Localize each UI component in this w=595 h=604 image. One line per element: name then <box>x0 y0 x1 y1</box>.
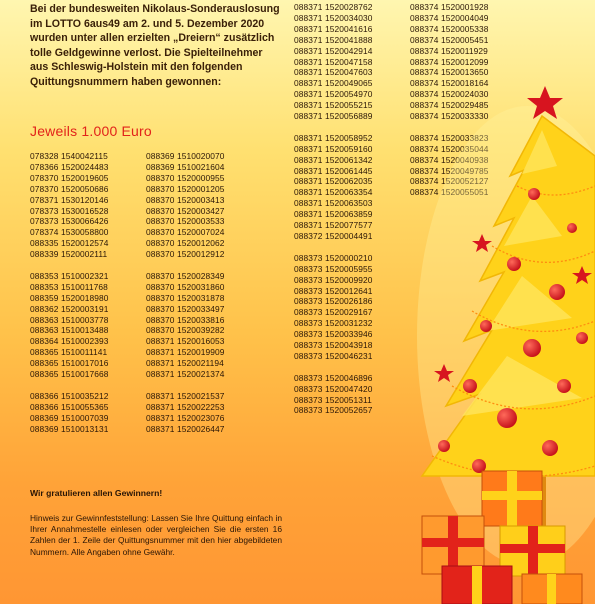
receipt-number: 088369 1510013131 <box>30 423 109 434</box>
receipt-number: 088335 1520012574 <box>30 238 109 249</box>
number-group <box>146 151 266 260</box>
receipt-number: 088374 1520024030 <box>410 89 489 100</box>
ornament-ball <box>557 379 571 393</box>
receipt-number: 088371 1520063503 <box>294 198 373 209</box>
receipt-number: 088371 1520063859 <box>294 209 373 220</box>
receipt-number: 088374 1520040938 <box>410 154 489 165</box>
ornament-ball <box>438 440 450 452</box>
receipt-number: 088374 1520029485 <box>410 100 489 111</box>
receipt-number: 088371 1520016053 <box>146 336 225 347</box>
receipt-number: 088371 1520061342 <box>294 154 373 165</box>
ornament-ball <box>480 320 492 332</box>
receipt-number: 088373 1520051311 <box>294 394 372 405</box>
receipt-number: 088374 1520035044 <box>410 143 489 154</box>
receipt-number: 088371 1520059160 <box>294 143 373 154</box>
number-group <box>146 271 266 380</box>
receipt-number: 088370 1520001205 <box>146 183 225 194</box>
receipt-number: 088374 1520005338 <box>410 23 489 34</box>
receipt-number: 088374 1520033823 <box>410 132 489 143</box>
ornament-ball <box>528 188 540 200</box>
receipt-number: 088362 1520003191 <box>30 303 109 314</box>
receipt-number: 088370 1520028349 <box>146 270 225 281</box>
ornament-ball <box>523 339 541 357</box>
number-group <box>30 151 150 260</box>
receipt-number: 088374 1520052127 <box>410 176 489 187</box>
ornament-ball <box>576 332 588 344</box>
receipt-number: 088374 1520013650 <box>410 67 489 78</box>
receipt-number: 088371 1520028762 <box>294 2 373 12</box>
receipt-number: 088366 1510055365 <box>30 401 109 412</box>
receipt-number: 088371 1520041616 <box>294 23 373 34</box>
receipt-number: 078370 1520019605 <box>30 172 109 183</box>
receipt-number: 088371 1520056889 <box>294 111 373 122</box>
receipt-number: 088374 1520012099 <box>410 56 489 67</box>
ornament-ball <box>549 284 565 300</box>
receipt-number: 088371 1520058952 <box>294 132 373 143</box>
receipt-number: 088370 1520007024 <box>146 227 225 238</box>
receipt-number: 088373 1520031232 <box>294 318 373 329</box>
receipt-number: 078328 1540042115 <box>30 151 108 161</box>
numbers-column-1 <box>30 151 150 435</box>
number-group <box>30 271 150 380</box>
receipt-number: 088369 1510007039 <box>30 412 109 423</box>
ornament-ball <box>463 379 477 393</box>
receipt-number: 088359 1520018980 <box>30 292 109 303</box>
receipt-number: 088373 1520026186 <box>294 296 373 307</box>
receipt-number: 078370 1520050686 <box>30 183 109 194</box>
receipt-number: 088374 1520011929 <box>410 45 488 56</box>
receipt-number: 088363 1510003778 <box>30 314 109 325</box>
receipt-number: 088371 1520062035 <box>294 176 373 187</box>
receipt-number: 088371 1520021374 <box>146 369 225 380</box>
receipt-number: 088353 1510011768 <box>30 281 108 292</box>
receipt-number: 088374 1520001928 <box>410 2 489 12</box>
receipt-number: 088373 1520009920 <box>294 274 373 285</box>
hint-paragraph: Hinweis zur Gewinnfeststellung: Lassen Sie Ihre Quittung einfach in Ihrer Annahmestelle einlesen oder vergleichen Sie die ersten 16 Zahlen der 1. Zeile der Quittungsnummer mit den hier abgebildeten Nummern. Alle Angaben ohne Gewähr. <box>30 513 282 557</box>
christmas-tree-illustration <box>382 86 595 604</box>
receipt-number: 088371 1520021537 <box>146 390 225 401</box>
receipt-number: 088374 1520033330 <box>410 111 489 122</box>
receipt-number: 088371 1520019909 <box>146 347 225 358</box>
receipt-number: 088373 1520033946 <box>294 329 373 340</box>
receipt-number: 088370 1520003533 <box>146 216 225 227</box>
receipt-number: 088371 1520026447 <box>146 423 225 434</box>
congratulations-text: Wir gratulieren allen Gewinnern! <box>30 488 163 498</box>
numbers-column-2 <box>146 151 266 435</box>
receipt-number: 088371 1520023076 <box>146 412 225 423</box>
receipt-number: 088371 1520047603 <box>294 67 373 78</box>
receipt-number: 088369 1510021604 <box>146 161 225 172</box>
receipt-number: 088370 1520031878 <box>146 292 225 303</box>
receipt-number: 088373 1520043918 <box>294 340 373 351</box>
intro-paragraph: Bei der bundesweiten Nikolaus-Sonderauslosung im LOTTO 6aus49 am 2. und 5. Dezember 2020 wurden unter allen erzielten „Dreiern“ zusätzlich tolle Geldgewinne verlost. Die Spielteilnehmer aus Schleswig-Holstein mit den folgenden Quittungsnummern haben gewonnen: <box>30 3 280 88</box>
receipt-number: 088372 1520004491 <box>294 231 373 242</box>
ornament-ball <box>507 257 521 271</box>
receipt-number: 088373 1520047420 <box>294 383 373 394</box>
receipt-number: 088373 1520052657 <box>294 405 373 416</box>
receipt-number: 078371 1530120146 <box>30 194 109 205</box>
receipt-number: 078374 1530058800 <box>30 227 109 238</box>
receipt-number: 088371 1520034030 <box>294 12 373 23</box>
receipt-number: 088373 1520029167 <box>294 307 373 318</box>
receipt-number: 088371 1520077577 <box>294 220 373 231</box>
receipt-number: 088371 1520041888 <box>294 34 373 45</box>
receipt-number: 088370 1520012912 <box>146 249 225 260</box>
receipt-number: 088371 1520022253 <box>146 401 225 412</box>
number-group <box>30 391 150 435</box>
receipt-number: 088374 1520049785 <box>410 165 489 176</box>
receipt-number: 088371 1520021194 <box>146 358 224 369</box>
receipt-number: 088363 1510013488 <box>30 325 109 336</box>
receipt-number: 088369 1510020070 <box>146 151 225 161</box>
receipt-number: 088364 1510002393 <box>30 336 109 347</box>
receipt-number: 088373 1520012641 <box>294 285 373 296</box>
ornament-ball <box>567 223 577 233</box>
receipt-number: 088371 1520055215 <box>294 100 373 111</box>
receipt-number: 088370 1520012062 <box>146 238 225 249</box>
receipt-number: 088370 1520033816 <box>146 314 225 325</box>
receipt-number: 088374 1520018164 <box>410 78 489 89</box>
receipt-number: 088365 1510017668 <box>30 369 109 380</box>
receipt-number: 078373 1530016528 <box>30 205 109 216</box>
receipt-number: 088374 1520005451 <box>410 34 489 45</box>
receipt-number: 088370 1520003413 <box>146 194 225 205</box>
receipt-number: 088353 1510002321 <box>30 270 109 281</box>
receipt-number: 078366 1520024483 <box>30 161 109 172</box>
receipt-number: 088373 1520046231 <box>294 350 373 361</box>
receipt-number: 088371 1520049065 <box>294 78 373 89</box>
receipt-number: 088370 1520031860 <box>146 281 225 292</box>
receipt-number: 088371 1520054970 <box>294 89 373 100</box>
number-group <box>146 391 266 435</box>
receipt-number: 088374 1520004049 <box>410 12 489 23</box>
receipt-number: 088371 1520047158 <box>294 56 373 67</box>
receipt-number: 088339 1520002111 <box>30 249 108 260</box>
receipt-number: 088365 1510017016 <box>30 358 109 369</box>
receipt-number: 088370 1520003427 <box>146 205 225 216</box>
receipt-number: 088373 1520005955 <box>294 263 373 274</box>
receipt-number: 088371 1520042914 <box>294 45 373 56</box>
receipt-number: 088365 1510011141 <box>30 347 108 358</box>
ornament-ball <box>497 408 517 428</box>
receipt-number: 088371 1520063354 <box>294 187 373 198</box>
receipt-number: 088373 1520000210 <box>294 252 373 263</box>
receipt-number: 078373 1530066426 <box>30 216 109 227</box>
receipt-number: 088371 1520061445 <box>294 165 373 176</box>
receipt-number: 088374 1520055051 <box>410 187 489 198</box>
ornament-ball <box>542 440 558 456</box>
receipt-number: 088370 1520039282 <box>146 325 225 336</box>
prize-heading: Jeweils 1.000 Euro <box>30 123 152 139</box>
receipt-number: 088370 1520000955 <box>146 172 225 183</box>
receipt-number: 088366 1510035212 <box>30 390 109 401</box>
receipt-number: 088370 1520033497 <box>146 303 225 314</box>
receipt-number: 088373 1520046896 <box>294 372 373 383</box>
